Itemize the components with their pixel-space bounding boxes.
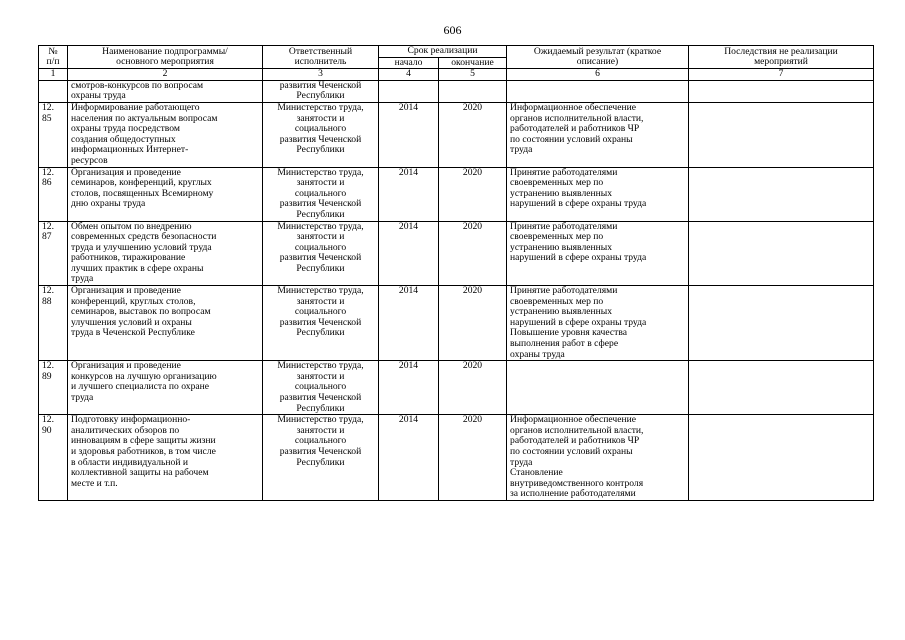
row-consequence: [689, 102, 874, 167]
row-responsible: Министерство труда, занятости и социального развития Чеченской Республики: [263, 221, 379, 286]
row-name: Организация и проведение конкурсов на лучшую организацию и лучшего специалиста по охране труда: [68, 361, 263, 415]
row-result: Принятие работодателями своевременных мер по устранению выявленных нарушений в сфере охраны труда Повышение уровня качества выполнения работ в сфере охраны труда: [507, 286, 689, 361]
row-num: 12. 86: [39, 167, 68, 221]
row-result: [507, 361, 689, 415]
table-row: [39, 102, 874, 167]
row-result: Информационное обеспечение органов исполнительной власти, работодателей и работников ЧР по состоянии условий охраны труда: [507, 102, 689, 167]
row-start: 2014: [379, 415, 439, 501]
column-number: 3: [263, 69, 379, 81]
row-consequence: [689, 286, 874, 361]
row-end: 2020: [439, 361, 507, 415]
row-end: 2020: [439, 221, 507, 286]
row-result: Принятие работодателями своевременных мер по устранению выявленных нарушений в сфере охраны труда: [507, 167, 689, 221]
header-row: [39, 46, 874, 58]
header-consequence: Последствия не реализации мероприятий: [689, 46, 874, 69]
row-name: смотров-конкурсов по вопросам охраны труда: [68, 80, 263, 102]
row-end: 2020: [439, 167, 507, 221]
row-num: [39, 80, 68, 102]
row-result: [507, 80, 689, 102]
row-num: 12. 88: [39, 286, 68, 361]
row-name: Подготовку информационно- аналитических обзоров по инновациям в сфере защиты жизни и здоровья работников, в том числе в области индивидуальной и коллективной защиты на рабочем месте и т.п.: [68, 415, 263, 501]
table-row: [39, 80, 874, 102]
row-result: Информационное обеспечение органов исполнительной власти, работодателей и работников ЧР по состоянии условий охраны труда Становление внутриведомственного контроля за исполнение работодателями: [507, 415, 689, 501]
row-consequence: [689, 221, 874, 286]
row-start: [379, 80, 439, 102]
row-start: 2014: [379, 167, 439, 221]
row-end: [439, 80, 507, 102]
table-row: [39, 415, 874, 501]
row-responsible: развития Чеченской Республики: [263, 80, 379, 102]
row-num: 12. 87: [39, 221, 68, 286]
row-num: 12. 90: [39, 415, 68, 501]
column-number: 4: [379, 69, 439, 81]
row-consequence: [689, 80, 874, 102]
row-name: Обмен опытом по внедрению современных средств безопасности труда и улучшению условий труда работников, тиражирование лучших практик в сфере охраны труда: [68, 221, 263, 286]
row-responsible: Министерство труда, занятости и социального развития Чеченской Республики: [263, 361, 379, 415]
header-responsible: Ответственный исполнитель: [263, 46, 379, 69]
row-name: Организация и проведение семинаров, конференций, круглых столов, посвященных Всемирному дню охраны труда: [68, 167, 263, 221]
row-end: 2020: [439, 286, 507, 361]
header-num: № п/п: [39, 46, 68, 69]
row-responsible: Министерство труда, занятости и социального развития Чеченской Республики: [263, 286, 379, 361]
table-row: [39, 167, 874, 221]
row-responsible: Министерство труда, занятости и социального развития Чеченской Республики: [263, 167, 379, 221]
column-number: 1: [39, 69, 68, 81]
row-consequence: [689, 167, 874, 221]
table-row: [39, 361, 874, 415]
column-number: 5: [439, 69, 507, 81]
activities-table: [38, 45, 874, 501]
row-start: 2014: [379, 102, 439, 167]
table-row: [39, 286, 874, 361]
column-number: 6: [507, 69, 689, 81]
row-start: 2014: [379, 361, 439, 415]
header-end: окончание: [439, 57, 507, 69]
header-name: Наименование подпрограммы/ основного мероприятия: [68, 46, 263, 69]
column-number: 7: [689, 69, 874, 81]
column-number: 2: [68, 69, 263, 81]
row-name: Информирование работающего населения по актуальным вопросам охраны труда посредством создания общедоступных информационных Интернет- ресурсов: [68, 102, 263, 167]
header-start: начало: [379, 57, 439, 69]
header-result: Ожидаемый результат (краткое описание): [507, 46, 689, 69]
row-end: 2020: [439, 102, 507, 167]
column-numbers-row: [39, 69, 874, 81]
row-consequence: [689, 361, 874, 415]
table-row: [39, 221, 874, 286]
header-period: Срок реализации: [379, 46, 507, 58]
row-start: 2014: [379, 221, 439, 286]
row-end: 2020: [439, 415, 507, 501]
row-result: Принятие работодателями своевременных мер по устранению выявленных нарушений в сфере охраны труда: [507, 221, 689, 286]
row-consequence: [689, 415, 874, 501]
row-num: 12. 85: [39, 102, 68, 167]
row-name: Организация и проведение конференций, круглых столов, семинаров, выставок по вопросам улучшения условий и охраны труда в Чеченской Республике: [68, 286, 263, 361]
row-responsible: Министерство труда, занятости и социального развития Чеченской Республики: [263, 415, 379, 501]
row-responsible: Министерство труда, занятости и социального развития Чеченской Республики: [263, 102, 379, 167]
page-number: 606: [443, 23, 462, 37]
row-num: 12. 89: [39, 361, 68, 415]
row-start: 2014: [379, 286, 439, 361]
